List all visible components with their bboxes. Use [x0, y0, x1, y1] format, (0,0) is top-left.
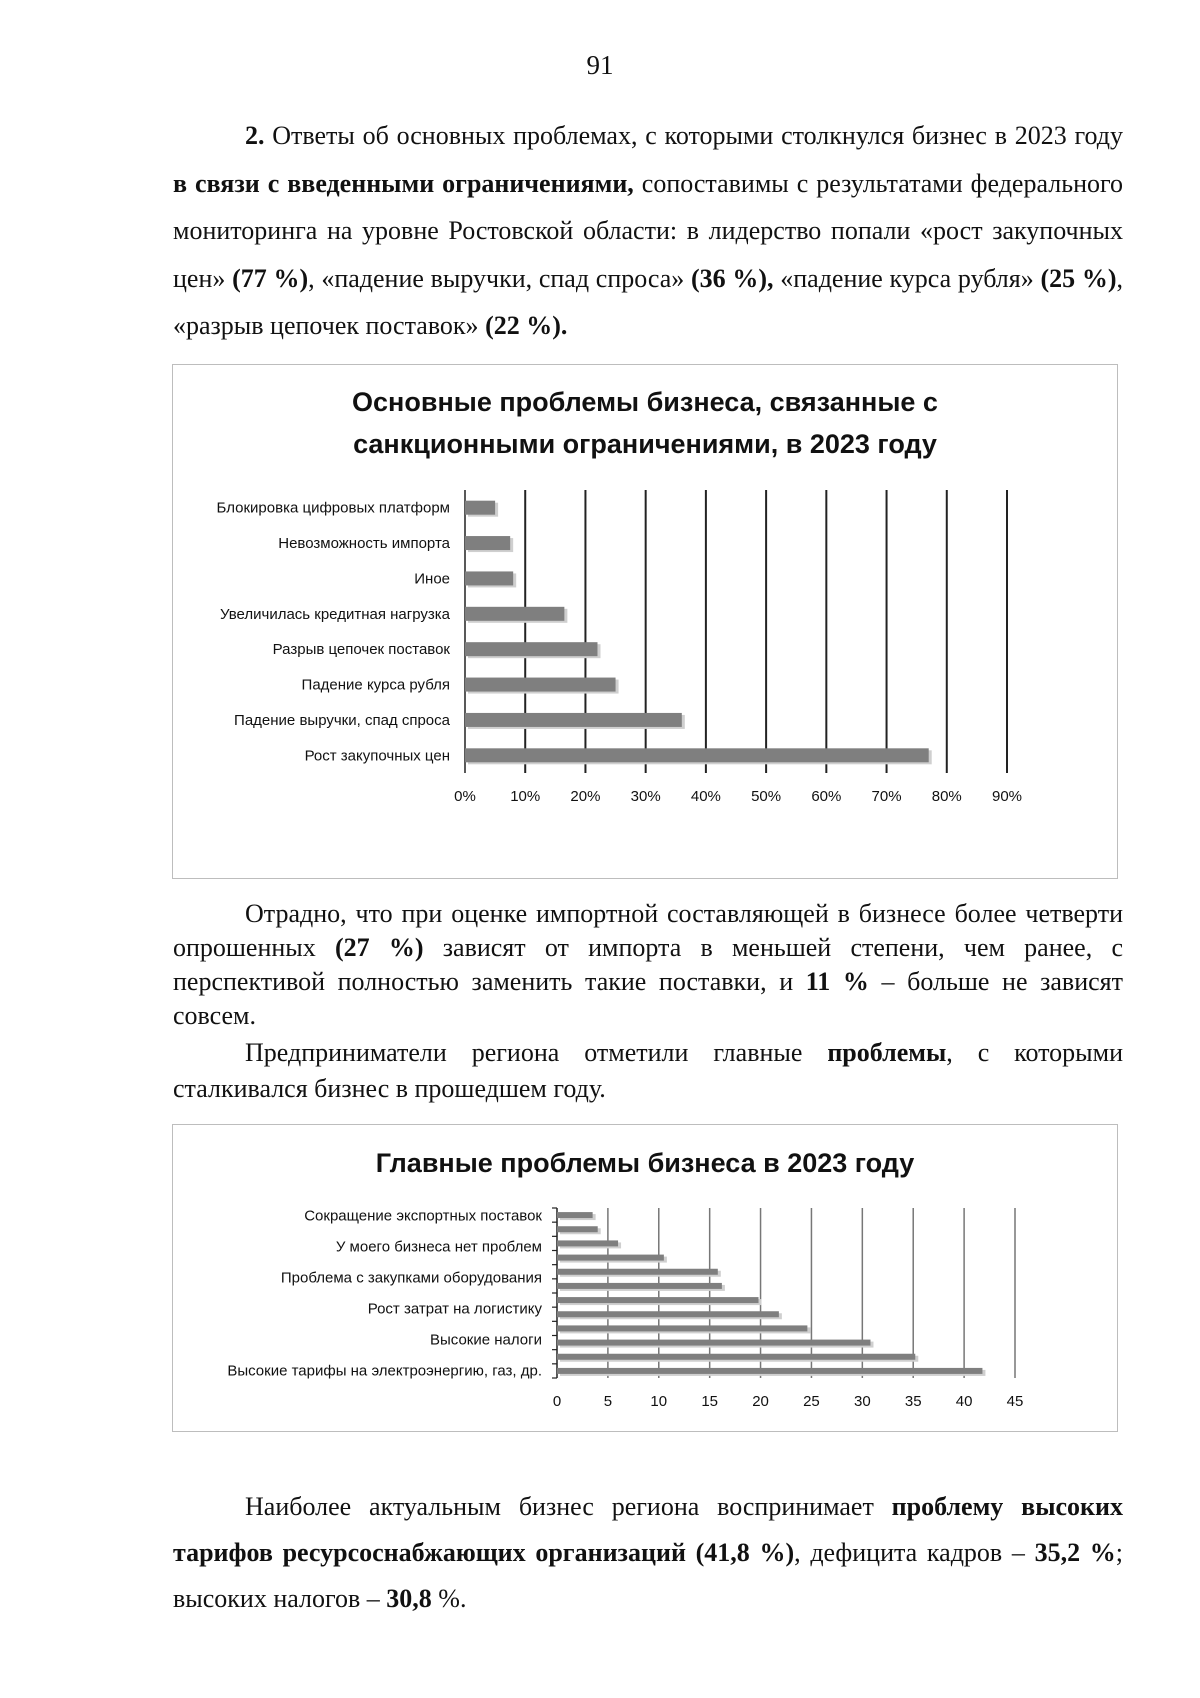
x-tick-label: 0% [454, 788, 476, 805]
bar [557, 1269, 718, 1275]
category-label: Высокие тарифы на электроэнергию, газ, др. [227, 1362, 542, 1380]
text-run: Предприниматели региона отметили главные [245, 1038, 828, 1067]
paragraph-1 [173, 112, 1123, 350]
chart-main-problems [172, 1124, 1118, 1432]
category-label: Падение курса рубля [301, 676, 450, 694]
text-run: Отрадно, что при оценке импортной составляющей в бизнесе более четверти опрошенных [173, 899, 1123, 962]
text-run: проблемы [827, 1038, 947, 1067]
chart-main-svg [173, 1125, 1117, 1431]
x-tick-label: 30 [853, 1393, 871, 1410]
category-label: Падение выручки, спад спроса [234, 711, 450, 729]
text-run: в связи с введенными ограничениями, [173, 168, 634, 198]
text-run: Ответы об основных проблемах, с которыми столкнулся бизнес в 2023 году [264, 121, 1123, 150]
text-run: Наиболее актуальным бизнес региона воспринимает [245, 1492, 892, 1521]
bar [557, 1368, 982, 1374]
x-tick-label: 40 [955, 1393, 973, 1410]
x-tick-label: 25 [803, 1393, 820, 1410]
text-run: (27 %) [335, 933, 424, 962]
text-run: (77 %) [232, 263, 309, 293]
x-tick-label: 80% [931, 788, 962, 805]
category-label: Увеличилась кредитная нагрузка [220, 605, 450, 623]
text-run: %. [431, 1584, 467, 1613]
x-tick-label: 20% [570, 788, 601, 805]
paragraph-4 [173, 1484, 1123, 1622]
text-run: (25 %) [1040, 263, 1117, 293]
bar [465, 571, 513, 585]
text-run: 2. [245, 121, 265, 150]
category-label: Невозможность импорта [278, 535, 450, 553]
x-tick-label: 45 [1006, 1393, 1024, 1410]
text-run: (36 %), [691, 263, 774, 293]
text-run: (22 %). [485, 311, 568, 340]
x-tick-label: 35 [904, 1393, 922, 1410]
category-label: Рост закупочных цен [304, 747, 450, 765]
paragraph-2 [173, 897, 1123, 1033]
text-run: – больше не зависят совсем. [173, 967, 1123, 1030]
category-label: Блокировка цифровых платформ [216, 499, 450, 517]
bar [465, 642, 597, 656]
category-label: Высокие налоги [430, 1331, 542, 1349]
category-label: Иное [414, 570, 450, 588]
text-run: «падение курса рубля» [773, 263, 1041, 293]
bar [557, 1226, 598, 1232]
bar [557, 1240, 618, 1246]
x-tick-label: 40% [690, 788, 721, 805]
x-tick-label: 10% [510, 788, 541, 805]
x-tick-label: 60% [811, 788, 842, 805]
chart-sanctions-problems [172, 364, 1118, 879]
x-tick-label: 50% [751, 788, 782, 805]
bar [557, 1283, 722, 1289]
bar [465, 501, 495, 515]
page-number: 91 [586, 50, 614, 80]
text-run: , «разрыв цепочек поставок» [173, 263, 1123, 340]
bar [465, 713, 682, 727]
bar [465, 748, 929, 762]
bar [557, 1255, 664, 1261]
x-tick-label: 0 [552, 1393, 562, 1410]
x-tick-label: 90% [991, 788, 1023, 805]
x-tick-label: 30% [630, 788, 661, 805]
bar [557, 1325, 807, 1331]
chart-title: Главные проблемы бизнеса в 2023 году [375, 1148, 915, 1178]
text-run: 11 % [805, 967, 869, 996]
bar [465, 536, 510, 550]
text-run: , дефицита кадров – [794, 1538, 1035, 1567]
text-run: сопоставимы с результатами федерального мониторинга на уровне Ростовской области: в лидерство попали «рост закупочных цен» [173, 168, 1123, 293]
text-run: зависят от импорта в меньшей степени, чем ранее, с перспективой полностью заменить такие поставки, и [173, 933, 1123, 996]
text-run: 35,2 % [1034, 1538, 1116, 1567]
bar [465, 607, 564, 621]
x-tick-label: 10 [650, 1393, 668, 1410]
chart-sanctions-svg [173, 365, 1117, 878]
x-tick-label: 70% [871, 788, 902, 805]
x-tick-label: 15 [701, 1393, 719, 1410]
text-run: ; высоких налогов – [173, 1538, 1123, 1613]
paragraph-3 [173, 1035, 1123, 1107]
bar [557, 1297, 759, 1303]
x-tick-label: 20 [752, 1393, 769, 1410]
category-label: Рост затрат на логистику [367, 1300, 542, 1318]
category-label: Сокращение экспортных поставок [304, 1207, 542, 1225]
bar [557, 1311, 779, 1317]
x-tick-label: 5 [603, 1393, 613, 1410]
category-label: У моего бизнеса нет проблем [335, 1238, 542, 1256]
text-run: , с которыми сталкивался бизнес в прошедшем году. [173, 1038, 1123, 1103]
bar [465, 678, 616, 692]
bar [557, 1212, 593, 1218]
bar [557, 1354, 915, 1360]
category-label: Проблема с закупками оборудования [280, 1269, 542, 1287]
chart-title: санкционными ограничениями, в 2023 году [353, 429, 937, 459]
chart-title: Основные проблемы бизнеса, связанные с [352, 387, 938, 417]
category-label: Разрыв цепочек поставок [272, 641, 450, 659]
bar [557, 1340, 870, 1346]
text-run: , «падение выручки, спад спроса» [308, 263, 691, 293]
text-run: проблему высоких тарифов ресурсоснабжающих организаций (41,8 %) [173, 1492, 1123, 1567]
text-run: 30,8 [386, 1584, 432, 1613]
